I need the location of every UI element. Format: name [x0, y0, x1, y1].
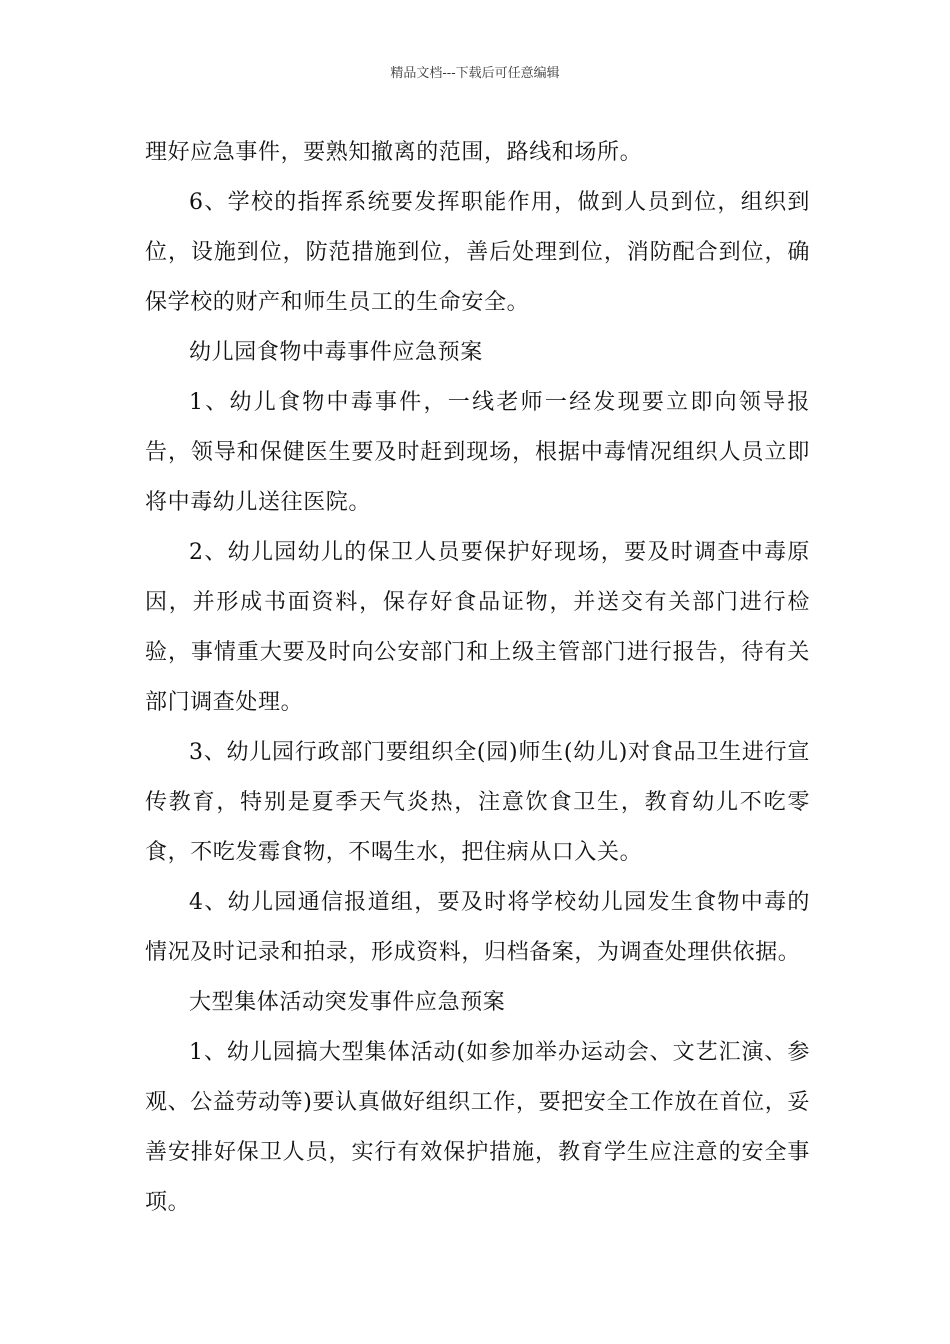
paragraph: 理好应急事件，要熟知撤离的范围，路线和场所。	[145, 140, 643, 165]
page-header: 精品文档---下载后可任意编辑	[390, 66, 560, 81]
paragraph: 3、幼儿园行政部门要组织全(园)师生(幼儿)对食品卫生进行宣传教育，特别是夏季天气炎热，注意饮食卫生，教育幼儿不吃零食，不吃发霉食物，不喝生水，把住病从口入关。	[145, 740, 810, 865]
section-heading: 幼儿园食物中毒事件应急预案	[189, 340, 483, 365]
document-body	[145, 128, 810, 1228]
paragraph: 1、幼儿食物中毒事件，一线老师一经发现要立即向领导报告，领导和保健医生要及时赶到现场，根据中毒情况组织人员立即将中毒幼儿送往医院。	[145, 390, 810, 515]
paragraph: 6、学校的指挥系统要发挥职能作用，做到人员到位，组织到位，设施到位，防范措施到位，善后处理到位，消防配合到位，确保学校的财产和师生员工的生命安全。	[145, 190, 810, 315]
section-heading: 大型集体活动突发事件应急预案	[189, 990, 506, 1015]
paragraph: 4、幼儿园通信报道组，要及时将学校幼儿园发生食物中毒的情况及时记录和拍录，形成资料，归档备案，为调查处理供依据。	[145, 890, 810, 965]
paragraph: 2、幼儿园幼儿的保卫人员要保护好现场，要及时调查中毒原因，并形成书面资料，保存好食品证物，并送交有关部门进行检验，事情重大要及时向公安部门和上级主管部门进行报告，待有关部门调查处理。	[145, 540, 810, 715]
paragraph: 1、幼儿园搞大型集体活动(如参加举办运动会、文艺汇演、参观、公益劳动等)要认真做好组织工作，要把安全工作放在首位，妥善安排好保卫人员，实行有效保护措施，教育学生应注意的安全事项。	[145, 1040, 810, 1215]
